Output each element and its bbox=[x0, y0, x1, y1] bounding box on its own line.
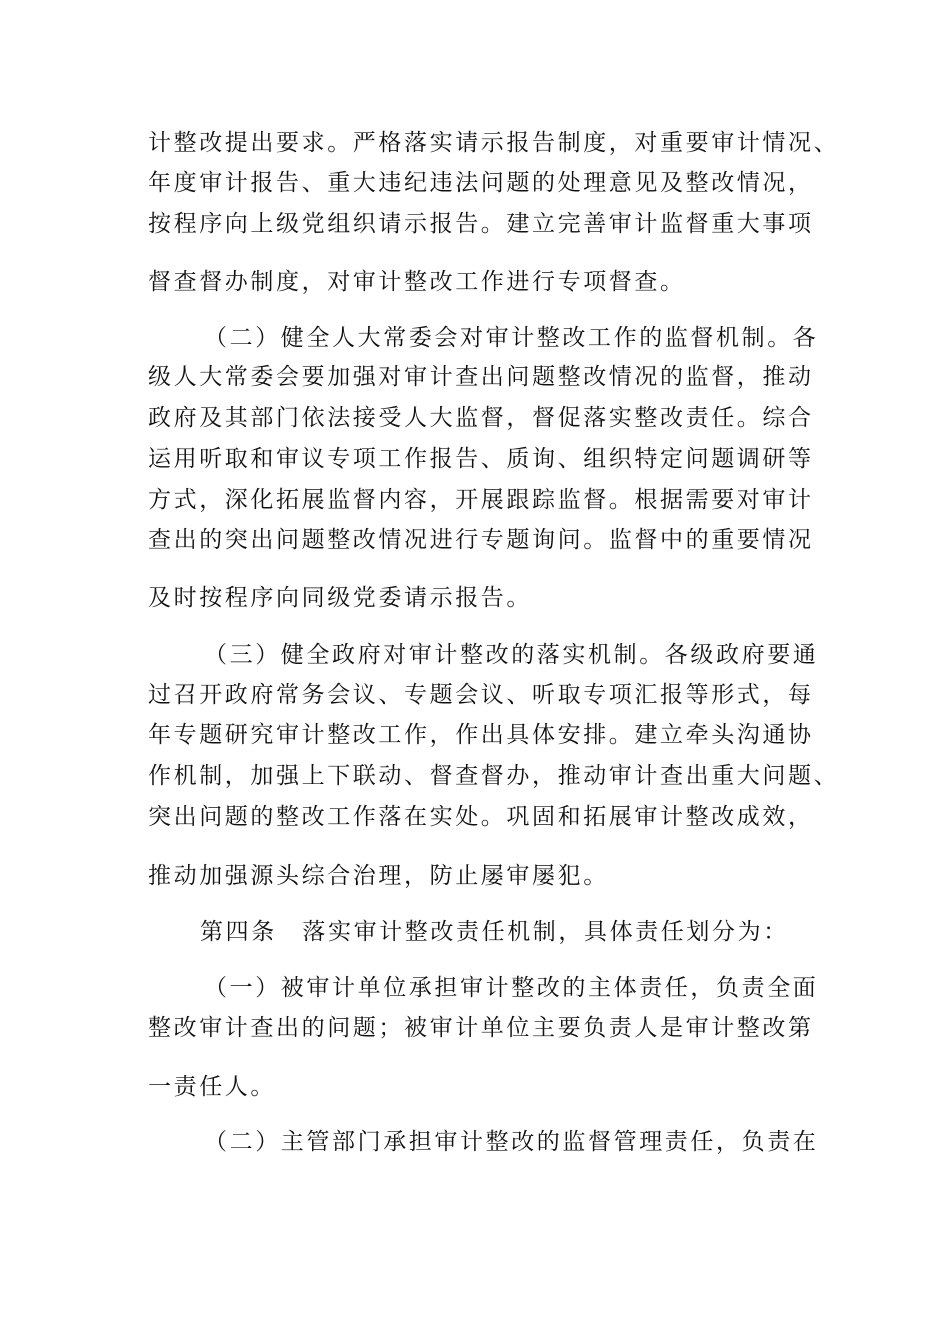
text-line: 年度审计报告、重大违纪违法问题的处理意见及整改情况， bbox=[148, 170, 814, 196]
text-line: 督查督办制度，对审计整改工作进行专项督查。 bbox=[148, 269, 686, 295]
article-heading: 第四条 落实审计整改责任机制，具体责任划分为： bbox=[200, 919, 789, 945]
text-line: 级人大常委会要加强对审计查出问题整改情况的监督，推动 bbox=[148, 364, 814, 390]
text-line: 一责任人。 bbox=[148, 1074, 276, 1100]
text-line: 突出问题的整改工作落在实处。巩固和拓展审计整改成效， bbox=[148, 804, 814, 830]
text-line: （二）主管部门承担审计整改的监督管理责任，负责在 bbox=[204, 1129, 819, 1155]
text-line: 及时按程序向同级党委请示报告。 bbox=[148, 585, 532, 611]
text-line: 方式，深化拓展监督内容，开展跟踪监督。根据需要对审计 bbox=[148, 487, 814, 513]
text-line: （三）健全政府对审计整改的落实机制。各级政府要通 bbox=[204, 642, 819, 668]
text-line: （二）健全人大常委会对审计整改工作的监督机制。各 bbox=[204, 325, 819, 351]
text-line: 作机制，加强上下联动、督查督办，推动审计查出重大问题、 bbox=[148, 763, 840, 789]
text-line: 查出的突出问题整改情况进行专题询问。监督中的重要情况 bbox=[148, 527, 814, 553]
text-line: （一）被审计单位承担审计整改的主体责任，负责全面 bbox=[204, 975, 819, 1001]
text-line: 年专题研究审计整改工作，作出具体安排。建立牵头沟通协 bbox=[148, 722, 814, 748]
text-line: 推动加强源头综合治理，防止屡审屡犯。 bbox=[148, 863, 609, 889]
text-line: 整改审计查出的问题；被审计单位主要负责人是审计整改第 bbox=[148, 1015, 814, 1041]
text-line: 按程序向上级党组织请示报告。建立完善审计监督重大事项 bbox=[148, 211, 814, 237]
text-line: 运用听取和审议专项工作报告、质询、组织特定问题调研等 bbox=[148, 446, 814, 472]
text-line: 政府及其部门依法接受人大监督，督促落实整改责任。综合 bbox=[148, 405, 814, 431]
text-line: 过召开政府常务会议、专题会议、听取专项汇报等形式，每 bbox=[148, 682, 814, 708]
text-line: 计整改提出要求。严格落实请示报告制度，对重要审计情况、 bbox=[148, 130, 840, 156]
